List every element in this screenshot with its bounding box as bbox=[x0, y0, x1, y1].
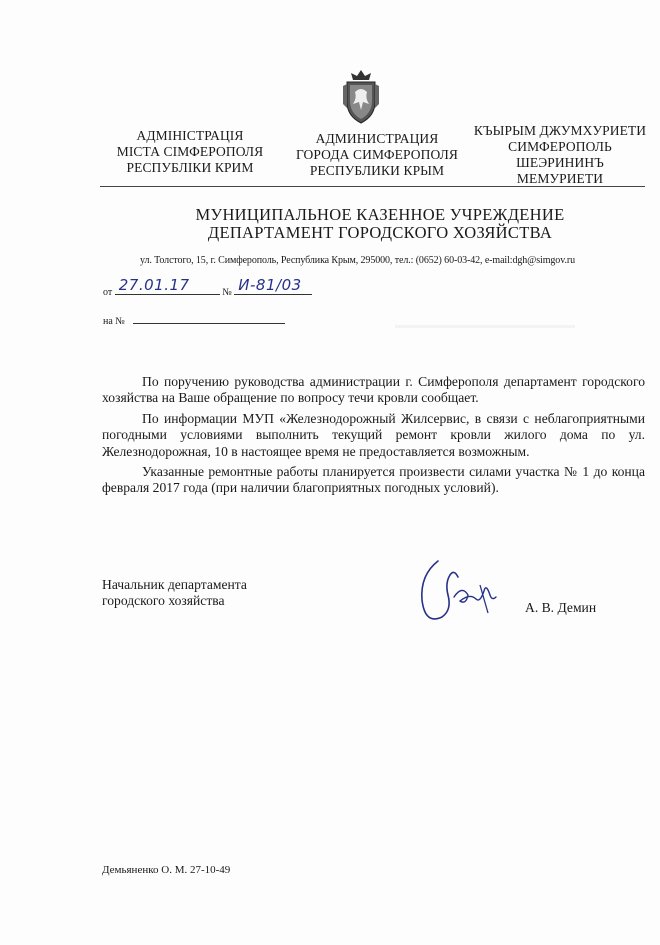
header-right-line: СИМФЕРОПОЛЬ bbox=[508, 139, 612, 154]
header-right-line: КЪЫРЫМ ДЖУМХУРИЕТИ bbox=[473, 123, 647, 138]
handwritten-number: И-81/03 bbox=[238, 276, 302, 294]
incoming-reference bbox=[103, 311, 285, 327]
number-label: № bbox=[222, 287, 232, 298]
outgoing-reference bbox=[103, 276, 312, 298]
paragraph: Указанные ремонтные работы планируется произвести силами участка № 1 до конца февраля 2017 года (при наличии благоприятных погодных условий). bbox=[102, 464, 645, 496]
header-left-line: РЕСПУБЛІКИ КРИМ bbox=[126, 160, 254, 175]
header-center-line: АДМИНИСТРАЦИЯ bbox=[315, 131, 439, 146]
signatory-title-line: Начальник департамента bbox=[102, 577, 247, 592]
paragraph: По информации МУП «Железнодорожный Жилсервис, в связи с неблагоприятными погодными условиями выполнить текущий ремонт кровли жилого дома по ул. Железнодорожная, 10 в настоящее время не предоставляется возможным. bbox=[102, 410, 645, 459]
signatory-name: А. В. Демин bbox=[525, 600, 597, 615]
paragraph: По поручению руководства администрации г. Симферополя департамент городского хозяйства на Ваше обращение по вопросу течи кровли сообщает. bbox=[102, 374, 645, 406]
executor-contact: Демьяненко О. М. 27-10-49 bbox=[102, 864, 231, 876]
organization-name bbox=[150, 206, 610, 242]
scan-artifact bbox=[395, 325, 575, 328]
header-left-line: МІСТА СІМФЕРОПОЛЯ bbox=[116, 144, 264, 159]
organization-line: МУНИЦИПАЛЬНОЕ КАЗЕННОЕ УЧРЕЖДЕНИЕ bbox=[195, 205, 565, 224]
in-reply-field bbox=[133, 311, 285, 324]
crimea-coat-of-arms-icon bbox=[341, 68, 381, 126]
handwritten-signature bbox=[410, 555, 510, 635]
in-reply-label: на № bbox=[103, 316, 125, 327]
organization-address: ул. Толстого, 15, г. Симферополь, Республика Крым, 295000, тел.: (0652) 60-03-42, e-mail:dgh@simgov.ru bbox=[140, 255, 575, 266]
header-left-line: АДМІНІСТРАЦІЯ bbox=[136, 128, 244, 143]
number-field bbox=[234, 276, 312, 295]
header-crimean-tatar bbox=[470, 123, 650, 187]
signatory-title bbox=[102, 577, 247, 609]
date-field bbox=[115, 276, 220, 295]
header-center-line: ГОРОДА СИМФЕРОПОЛЯ bbox=[295, 147, 458, 162]
header-russian bbox=[282, 131, 472, 179]
signatory-title-line: городского хозяйства bbox=[102, 593, 225, 608]
header-right-line: МЕМУРИЕТИ bbox=[516, 171, 604, 186]
from-label: от bbox=[103, 287, 113, 298]
header-right-line: ШЕЭРИНИНЪ bbox=[516, 155, 604, 170]
handwritten-date: 27.01.17 bbox=[118, 276, 190, 294]
letter-body bbox=[102, 374, 645, 501]
header-divider bbox=[100, 186, 645, 187]
header-ukrainian bbox=[105, 128, 275, 176]
header-center-line: РЕСПУБЛИКИ КРЫМ bbox=[309, 163, 445, 178]
organization-line: ДЕПАРТАМЕНТ ГОРОДСКОГО ХОЗЯЙСТВА bbox=[207, 223, 553, 242]
